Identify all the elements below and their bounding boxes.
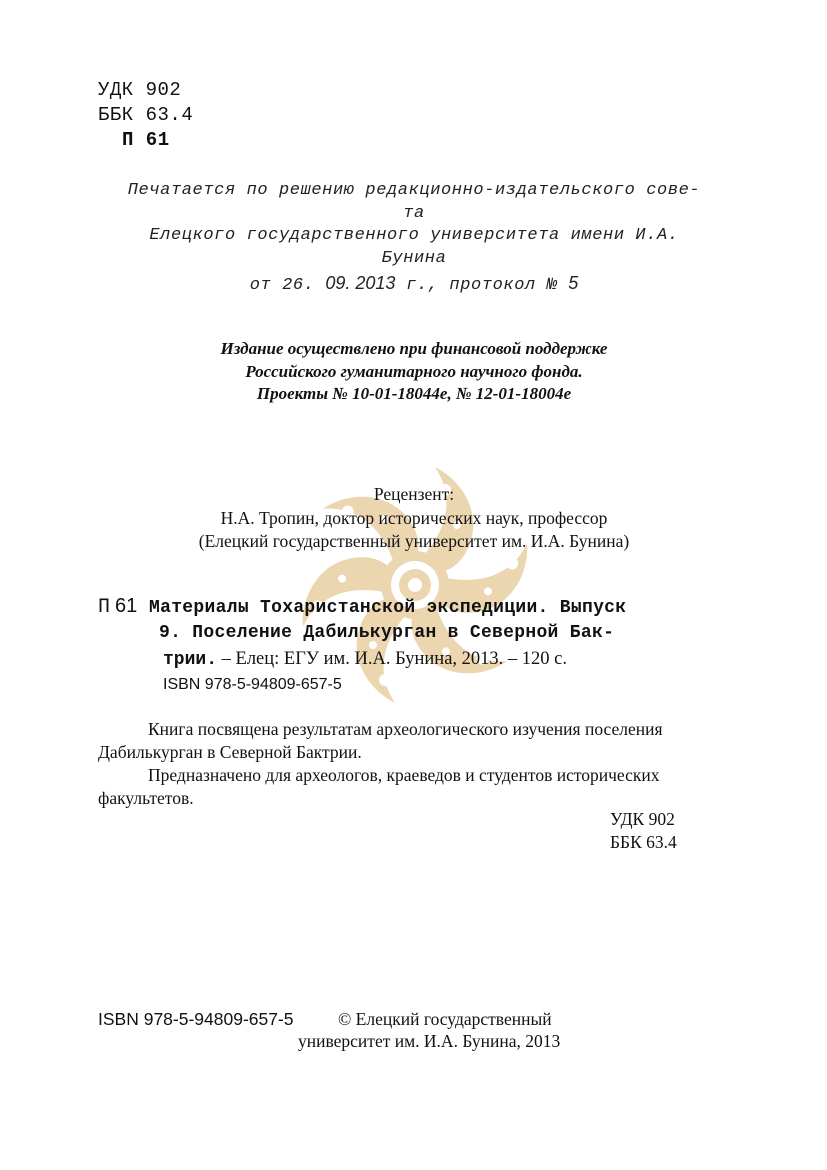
- protocol-prefix: от 26.: [249, 276, 315, 295]
- catalog-title: [149, 596, 734, 646]
- catalog-isbn: ISBN 978-5-94809-657-5: [163, 676, 342, 693]
- catalog-title-line-1: Материалы Тохаристанской экспедиции. Выпуск: [149, 598, 627, 618]
- protocol-date: 09. 2013: [325, 273, 396, 293]
- footer-isbn: ISBN 978-5-94809-657-5: [98, 1009, 294, 1029]
- catalog-title-line-3: трии.: [163, 650, 218, 670]
- approval-line-3: Елецкого государственного университета имени И.А.: [149, 226, 679, 245]
- annotation-paragraph-2: Предназначено для археологов, краеведов и студентов исторических факультетов.: [98, 765, 660, 808]
- classification-right: [610, 808, 677, 854]
- catalog-title-line-2: 9. Поселение Дабилькурган в Северной Бак-: [159, 623, 615, 643]
- approval-line-1: Печатается по решению редакционно-издательского сове-: [127, 181, 701, 200]
- funding-line-2: Российского гуманитарного научного фонда.: [245, 361, 583, 381]
- funding-line-1: Издание осуществлено при финансовой поддержке: [220, 339, 608, 358]
- catalog-code-letter: П: [98, 596, 111, 619]
- author-mark: П 61: [122, 129, 170, 151]
- funding-note: [100, 338, 728, 406]
- udk-code-right: УДК 902: [610, 809, 675, 829]
- reviewer-name: Н.А. Тропин, доктор исторических наук, профессор: [220, 507, 608, 528]
- catalog-publication: [163, 649, 567, 670]
- funding-line-3: Проекты № 10-01-18044е, № 12-01-18004е: [256, 384, 572, 403]
- protocol-line: [100, 272, 728, 298]
- annotation: [98, 718, 730, 810]
- copyright-line-1: © Елецкий государственный: [338, 1009, 552, 1029]
- classification-header: [98, 78, 193, 153]
- bbk-code-right: ББК 63.4: [610, 832, 677, 852]
- reviewer-label: Рецензент:: [373, 484, 455, 504]
- catalog-code-number: 61: [115, 595, 138, 617]
- publication-approval-note: [100, 180, 728, 298]
- udk-code: УДК 902: [98, 79, 182, 101]
- reviewer-block: [100, 483, 728, 554]
- reviewer-affiliation: (Елецкий государственный университет им. И.А. Бунина): [198, 531, 630, 551]
- protocol-mid: г., протокол №: [406, 276, 558, 295]
- bbk-code: ББК 63.4: [98, 104, 194, 126]
- approval-line-4: Бунина: [381, 248, 447, 268]
- approval-line-2: та: [403, 203, 425, 223]
- catalog-imprint: – Елец: ЕГУ им. И.А. Бунина, 2013. – 120 с.: [217, 649, 568, 669]
- annotation-paragraph-1: Книга посвящена результатам археологического изучения поселения Дабилькурган в Северной Бактрии.: [98, 719, 663, 762]
- catalog-code: [98, 595, 137, 619]
- protocol-number: 5: [568, 273, 579, 293]
- copyright-line-2: университет им. И.А. Бунина, 2013: [298, 1031, 561, 1051]
